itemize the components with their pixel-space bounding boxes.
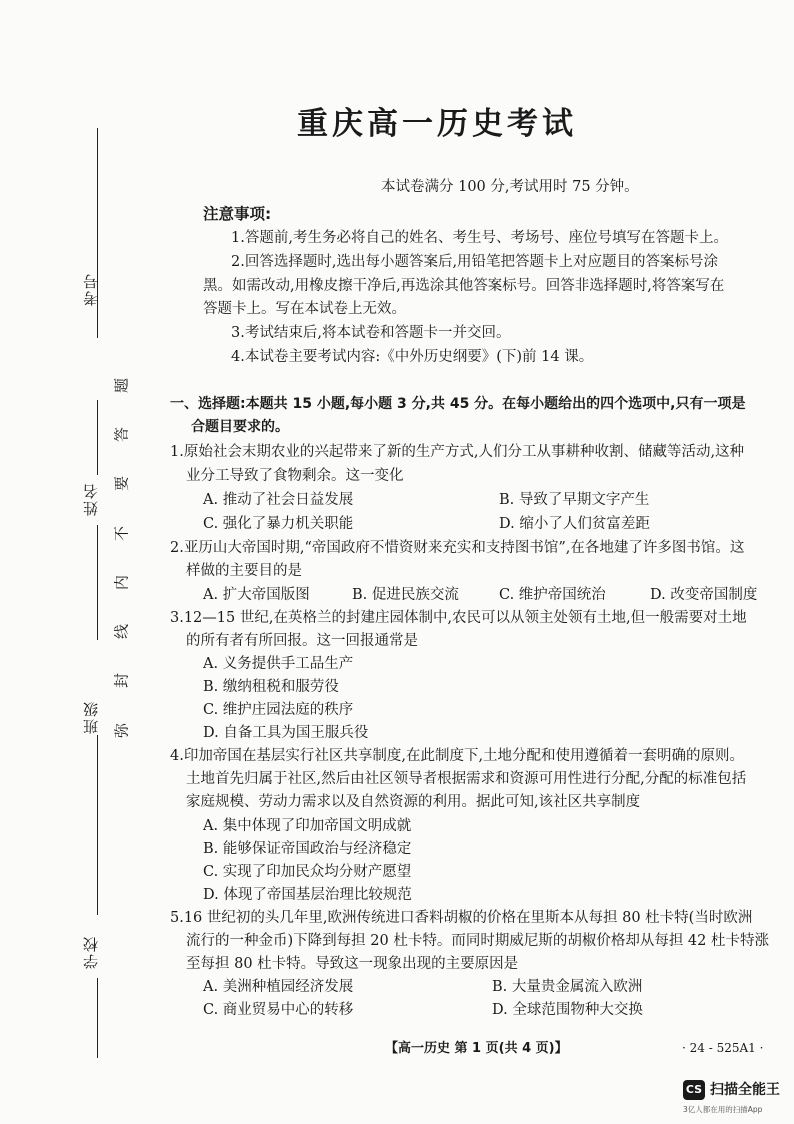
note-item: 4.本试卷主要考试内容:《中外历史纲要》(下)前 14 课。 <box>231 349 594 365</box>
note-item: 1.答题前,考生务必将自己的姓名、考生号、考场号、座位号填写在答题卡上。 <box>231 230 728 246</box>
option-a[interactable]: A. 推动了社会日益发展 <box>203 492 354 508</box>
option-c[interactable]: C. 商业贸易中心的转移 <box>203 1002 354 1018</box>
binding-line <box>97 525 98 640</box>
option-d[interactable]: D. 全球范围物种大交换 <box>492 1002 643 1018</box>
exam-title: 重庆高一历史考试 <box>297 106 577 142</box>
exam-number-label: 考号 <box>82 272 100 306</box>
option-d[interactable]: D. 体现了帝国基层治理比较规范 <box>203 887 412 903</box>
option-c[interactable]: C. 强化了暴力机关职能 <box>203 516 354 532</box>
binding-warning-char: 答 <box>112 427 131 443</box>
question-stem: 5.16 世纪初的头几年里,欧洲传统进口香料胡椒的价格在里斯本从每担 80 杜卡特(当时欧洲 <box>170 910 753 926</box>
option-c[interactable]: C. 实现了印加民众均分财产愿望 <box>203 864 412 880</box>
scanner-name: 扫描全能王 <box>710 1082 780 1098</box>
page-footer: 【高一历史 第 1 页(共 4 页)】 <box>385 1041 568 1056</box>
binding-line <box>97 978 98 1058</box>
option-d[interactable]: D. 改变帝国制度 <box>650 587 758 603</box>
binding-line <box>97 128 98 338</box>
binding-warning-char: 线 <box>112 624 131 640</box>
scanner-tagline: 3亿人都在用的扫描App <box>683 1105 763 1114</box>
option-c[interactable]: C. 维护庄园法庭的秩序 <box>203 702 354 718</box>
binding-line <box>97 735 98 915</box>
name-label: 姓名 <box>82 482 100 516</box>
binding-warning-char: 弥 <box>112 723 131 739</box>
paper-code: · 24 - 525A1 · <box>682 1041 764 1055</box>
option-d[interactable]: D. 缩小了人们贫富差距 <box>499 516 650 532</box>
option-a[interactable]: A. 扩大帝国版图 <box>203 587 310 603</box>
notes-heading: 注意事项: <box>203 205 272 223</box>
option-a[interactable]: A. 集中体现了印加帝国文明成就 <box>203 818 412 834</box>
note-item: 答题卡上。写在本试卷上无效。 <box>203 301 406 317</box>
option-b[interactable]: B. 能够保证帝国政治与经济稳定 <box>203 841 412 857</box>
option-b[interactable]: B. 缴纳租税和服劳役 <box>203 679 339 695</box>
binding-warning-char: 题 <box>112 378 131 394</box>
question-stem: 2.亚历山大帝国时期,“帝国政府不惜资财来充实和支持图书馆”,在各地建了许多图书馆。这 <box>170 540 745 556</box>
note-item: 黑。如需改动,用橡皮擦干净后,再选涂其他答案标号。回答非选择题时,将答案写在 <box>203 278 725 294</box>
scanner-logo-icon: CS <box>683 1080 705 1100</box>
binding-line <box>97 400 98 475</box>
exam-subtitle: 本试卷满分 100 分,考试用时 75 分钟。 <box>381 179 639 195</box>
binding-warning-char: 内 <box>112 575 131 591</box>
option-b[interactable]: B. 促进民族交流 <box>352 587 459 603</box>
option-d[interactable]: D. 自备工具为国王服兵役 <box>203 725 369 741</box>
option-a[interactable]: A. 义务提供手工品生产 <box>203 656 354 672</box>
binding-warning-char: 要 <box>112 476 131 492</box>
option-b[interactable]: B. 导致了早期文字产生 <box>499 492 650 508</box>
question-stem: 家庭规模、劳动力需求以及自然资源的利用。据此可知,该社区共享制度 <box>186 794 641 810</box>
question-stem: 土地首先归属于社区,然后由社区领导者根据需求和资源可用性进行分配,分配的标准包括 <box>186 771 747 787</box>
question-stem: 1.原始社会末期农业的兴起带来了新的生产方式,人们分工从事耕种收割、储藏等活动,这种 <box>170 444 745 460</box>
binding-warning-char: 不 <box>112 526 131 542</box>
note-item: 3.考试结束后,将本试卷和答题卡一并交回。 <box>231 325 511 341</box>
section-heading-cont: 合题目要求的。 <box>191 419 289 435</box>
binding-warning-char: 封 <box>112 673 131 689</box>
question-stem: 业分工导致了食物剩余。这一变化 <box>186 468 404 484</box>
school-label: 学校 <box>82 935 100 969</box>
option-c[interactable]: C. 维护帝国统治 <box>499 587 606 603</box>
option-b[interactable]: B. 大量贵金属流入欧洲 <box>492 979 643 995</box>
option-a[interactable]: A. 美洲种植园经济发展 <box>203 979 354 995</box>
question-stem: 流行的一种金币)下降到每担 20 杜卡特。而同时期威尼斯的胡椒价格却从每担 42 杜卡特涨 <box>186 933 769 949</box>
question-stem: 4.印加帝国在基层实行社区共享制度,在此制度下,土地分配和使用遵循着一套明确的原则。 <box>170 748 745 764</box>
section-heading: 一、选择题:本题共 15 小题,每小题 3 分,共 45 分。在每小题给出的四个选项中,只有一项是 <box>170 396 746 412</box>
question-stem: 样做的主要目的是 <box>186 563 302 579</box>
note-item: 2.回答选择题时,选出每小题答案后,用铅笔把答题卡上对应题目的答案标号涂 <box>231 254 719 270</box>
question-stem: 的所有者有所回报。这一回报通常是 <box>186 633 418 649</box>
class-label: 班级 <box>82 700 100 734</box>
question-stem: 3.12—15 世纪,在英格兰的封建庄园体制中,农民可以从领主处领有土地,但一般需要对土地 <box>170 610 747 626</box>
question-stem: 至每担 80 杜卡特。导致这一现象出现的主要原因是 <box>186 956 519 972</box>
